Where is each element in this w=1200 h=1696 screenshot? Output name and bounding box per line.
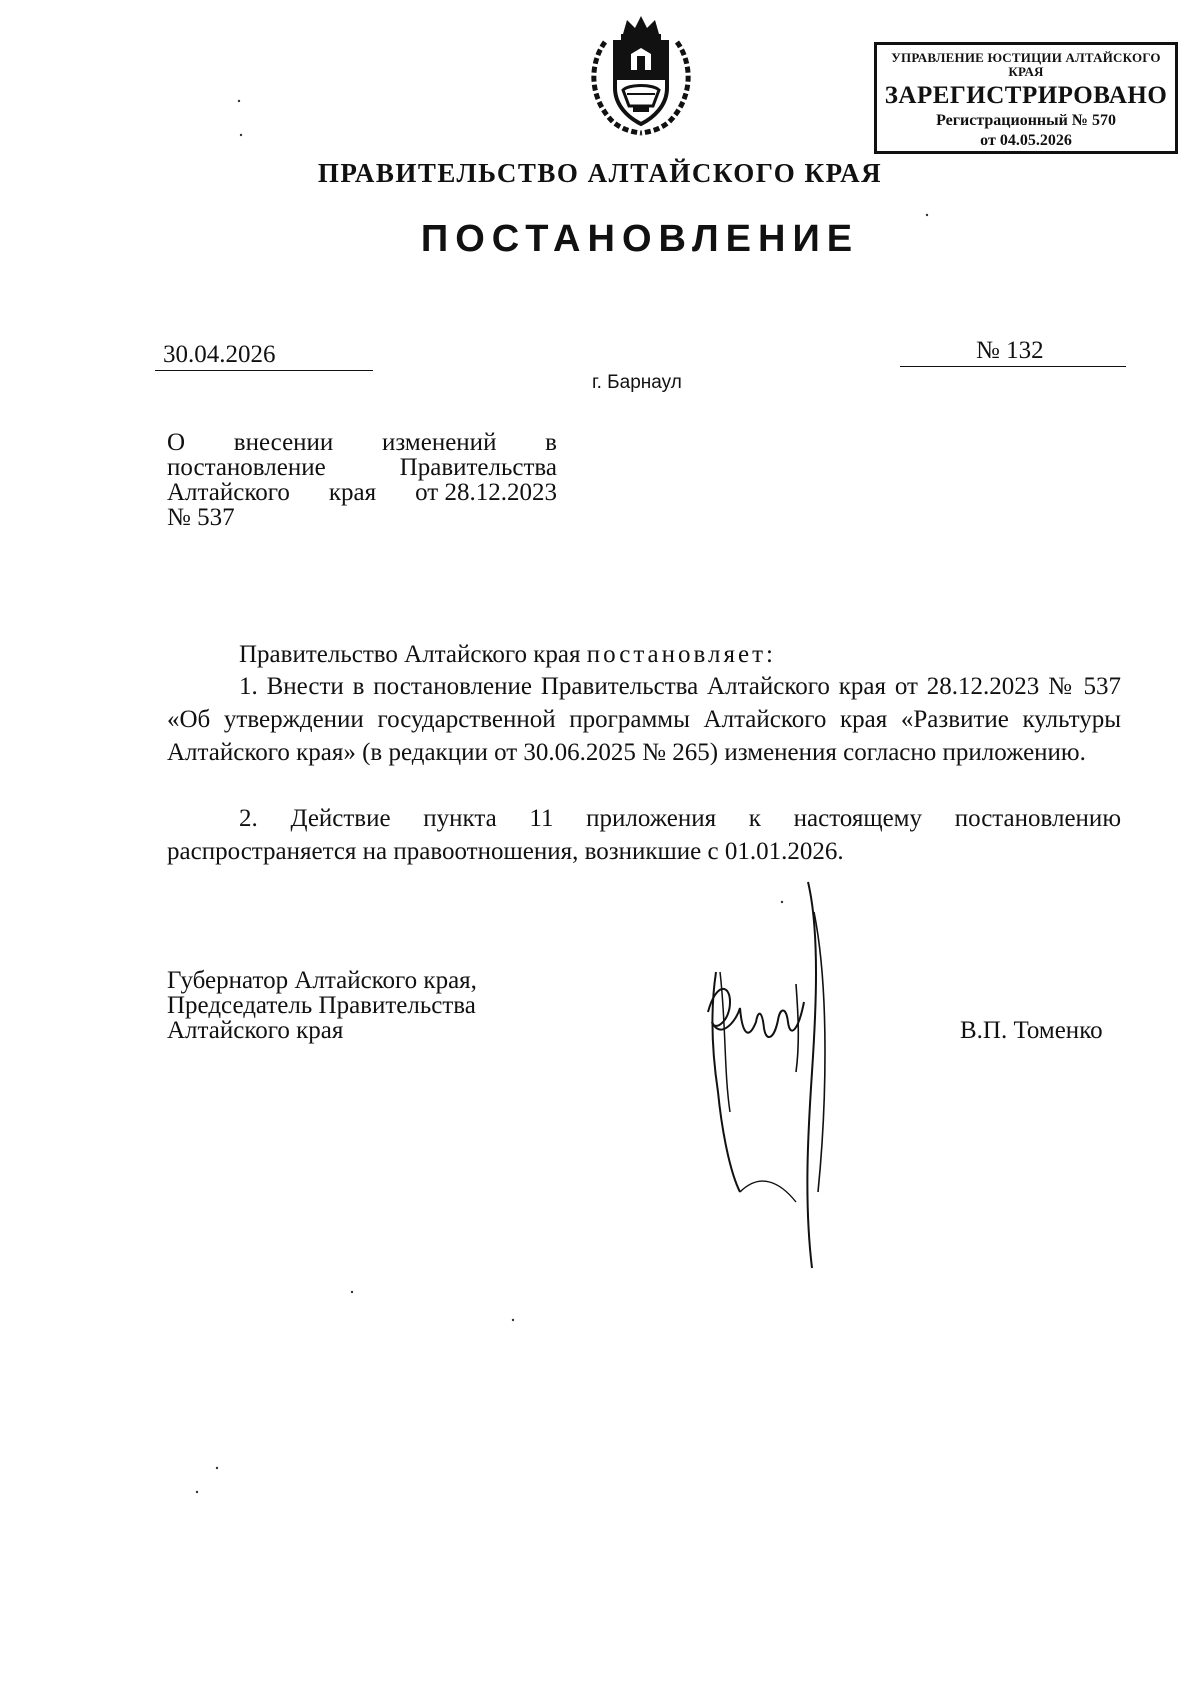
paragraph-2: 2. Действие пункта 11 приложения к настоящему постановлению распространяется на правоотношения, возникшие с 01.01.2026.	[167, 805, 1121, 865]
signatory-position	[167, 968, 477, 1043]
subject-word: постановление	[167, 454, 326, 481]
stamp-org: УПРАВЛЕНИЕ ЮСТИЦИИ АЛТАЙСКОГО КРАЯ	[891, 50, 1161, 79]
position-line: Алтайского края	[167, 1017, 344, 1044]
position-line: Губернатор Алтайского края,	[167, 967, 477, 994]
subject-word: внесении	[233, 429, 334, 456]
document-number-field	[900, 336, 1126, 367]
document-type: ПОСТАНОВЛЕНИЕ	[420, 218, 860, 260]
stamp-date-line	[877, 131, 1175, 151]
subject-word: изменений	[382, 429, 497, 456]
city: г. Барнаул	[592, 372, 682, 393]
subject-line	[167, 480, 557, 505]
subject-word: О	[167, 429, 186, 456]
subject-line	[167, 455, 557, 480]
lead-prefix: Правительство Алтайского края	[239, 641, 581, 668]
lead-verb: постановляет:	[586, 641, 776, 668]
position-line: Председатель Правительства	[167, 992, 476, 1019]
document-number: 132	[1006, 337, 1044, 364]
stamp-reg-number: 570	[1091, 112, 1116, 129]
handwritten-signature	[700, 872, 880, 1272]
government-title: ПРАВИТЕЛЬСТВО АЛТАЙСКОГО КРАЯ	[317, 158, 883, 188]
registration-stamp	[874, 42, 1178, 154]
resolution-lead	[167, 638, 1121, 671]
coat-of-arms-icon	[583, 14, 699, 138]
document-subject	[167, 430, 557, 530]
stamp-date-label: от	[980, 132, 996, 149]
stamp-status: ЗАРЕГИСТРИРОВАНО	[884, 82, 1168, 109]
number-label: №	[976, 337, 1000, 364]
subject-word: Алтайского	[167, 479, 290, 506]
stamp-reg-label: Регистрационный №	[936, 112, 1088, 129]
stamp-date: 04.05.2026	[999, 132, 1072, 149]
signatory-name: В.П. Томенко	[960, 1017, 1103, 1044]
subject-word: от 28.12.2023	[415, 479, 557, 506]
subject-line	[167, 505, 557, 530]
paragraph-1: 1. Внести в постановление Правительства Алтайского края от 28.12.2023 № 537 «Об утверждении государственной программы Алтайского края «Развитие культуры Алтайского края» (в редакции от 30.06.2025 № 265) изменения согласно приложению.	[167, 673, 1121, 766]
stamp-reg-line	[877, 111, 1175, 131]
subject-word: в	[545, 429, 557, 456]
subject-line	[167, 430, 557, 455]
document-date: 30.04.2026	[155, 340, 373, 371]
subject-word: Правительства	[399, 454, 557, 481]
subject-word: № 537	[167, 504, 235, 531]
subject-word: края	[328, 479, 377, 506]
